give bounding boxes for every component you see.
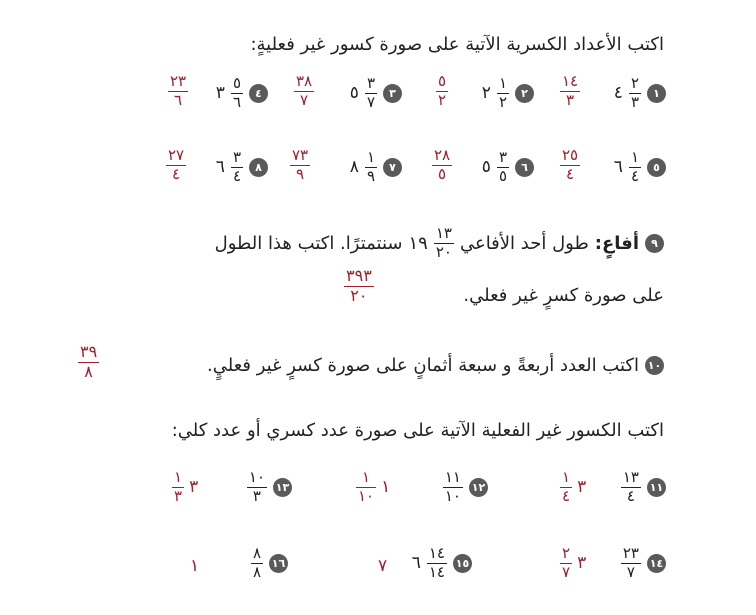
whole-number: ٨ [349, 157, 359, 178]
whole-number: ١٩ [408, 232, 428, 254]
whole-number: ٣ [215, 83, 225, 104]
answer-15: ٧ [378, 556, 388, 576]
number-badge: ١ [647, 84, 666, 103]
fraction: $\frac{١}{٩}$ [366, 148, 375, 185]
fraction: $\frac{١٣}{٢٠}$ [435, 224, 452, 261]
exercise-1 [614, 76, 666, 111]
number-badge: ٨ [249, 158, 268, 177]
exercise-16 [251, 546, 288, 581]
fraction: $\frac{٣}{٥}$ [498, 148, 507, 185]
answer-16: ١ [190, 556, 200, 576]
fraction: $\frac{١٤}{١٤}$ [428, 544, 445, 581]
whole-number: ٢ [481, 83, 491, 104]
answer-7: $\frac{٧٣}{٩}$ [292, 146, 309, 183]
exercise-12 [443, 470, 488, 505]
number-badge: ٣ [383, 84, 402, 103]
whole-number: ٤ [613, 83, 623, 104]
exercise-8 [216, 150, 268, 185]
exercise-7 [350, 150, 402, 185]
number-badge: ٢ [515, 84, 534, 103]
number-badge: ١١ [647, 478, 666, 497]
fraction: $\frac{٢}{٣}$ [630, 74, 639, 111]
exercise-4 [216, 76, 268, 111]
exercise-3 [350, 76, 402, 111]
number-badge: ١٣ [273, 478, 292, 497]
problem-10 [207, 355, 664, 376]
answer-9: $\frac{٣٩٣}{٢٠}$ [346, 266, 372, 305]
problem-text: سنتمترًا. اكتب هذا الطول [214, 232, 403, 254]
answer-5: $\frac{٢٥}{٤}$ [562, 146, 579, 183]
fraction: $\frac{٢٣}{٧}$ [622, 544, 639, 581]
fraction: $\frac{١}{٢}$ [498, 74, 507, 111]
exercise-13 [247, 470, 292, 505]
section1-instruction: اكتب الأعداد الكسرية الآتية على صورة كسور غير فعليةٍ: [250, 34, 664, 55]
problem-9 [215, 226, 664, 261]
answer-4: $\frac{٢٣}{٦}$ [170, 72, 187, 109]
problem-label: أفاعٍ: [594, 232, 639, 254]
answer-1: $\frac{١٤}{٣}$ [562, 72, 579, 109]
fraction: $\frac{١}{٤}$ [630, 148, 639, 185]
number-badge: ١٤ [647, 554, 666, 573]
fraction: $\frac{١٣}{٤}$ [622, 468, 639, 505]
answer-6: $\frac{٢٨}{٥}$ [434, 146, 451, 183]
fraction: $\frac{٣}{٧}$ [366, 74, 375, 111]
answer-11: ٣ $\frac{١}{٤}$ [562, 468, 587, 505]
answer-10: $\frac{٣٩}{٨}$ [80, 342, 98, 381]
problem-text: طول أحد الأفاعي [459, 232, 589, 254]
section2-instruction: اكتب الكسور غير الفعلية الآتية على صورة عدد كسري أو عدد كلي: [171, 420, 664, 441]
whole-number: ٥ [481, 157, 491, 178]
problem-9-continuation: على صورة كسرٍ غير فعلي. [463, 285, 664, 306]
number-badge: ٧ [383, 158, 402, 177]
answer-3: $\frac{٣٨}{٧}$ [296, 72, 313, 109]
number-badge: ١٥ [453, 554, 472, 573]
fraction: $\frac{٥}{٦}$ [232, 74, 241, 111]
whole-number: ٥ [349, 83, 359, 104]
exercise-2 [482, 76, 534, 111]
number-badge: ٥ [647, 158, 666, 177]
number-badge: ٩ [645, 234, 664, 253]
whole-number: ٦ [215, 157, 225, 178]
exercise-11 [621, 470, 666, 505]
number-badge: ٤ [249, 84, 268, 103]
answer-12: ١ $\frac{١}{١٠}$ [358, 468, 391, 505]
problem-text: اكتب العدد أربعةً و سبعة أثمانٍ على صورة كسرٍ غير فعليٍ. [207, 355, 639, 376]
number-badge: ١٢ [469, 478, 488, 497]
number-badge: ١٦ [269, 554, 288, 573]
answer-14: ٣ $\frac{٢}{٧}$ [562, 544, 587, 581]
fraction: $\frac{٨}{٨}$ [252, 544, 261, 581]
whole-number: ٦ [613, 157, 623, 178]
whole-number: ٦ [411, 553, 421, 574]
exercise-14 [621, 546, 666, 581]
fraction: $\frac{٣}{٤}$ [232, 148, 241, 185]
number-badge: ٦ [515, 158, 534, 177]
number-badge: ١٠ [645, 356, 664, 375]
exercise-5 [614, 150, 666, 185]
answer-13: ٣ $\frac{١}{٣}$ [174, 468, 199, 505]
fraction: $\frac{١٠}{٣}$ [248, 468, 265, 505]
fraction: $\frac{١١}{١٠}$ [444, 468, 461, 505]
answer-2: $\frac{٥}{٢}$ [438, 72, 447, 109]
exercise-15 [412, 546, 472, 581]
answer-8: $\frac{٢٧}{٤}$ [168, 146, 185, 183]
exercise-6 [482, 150, 534, 185]
